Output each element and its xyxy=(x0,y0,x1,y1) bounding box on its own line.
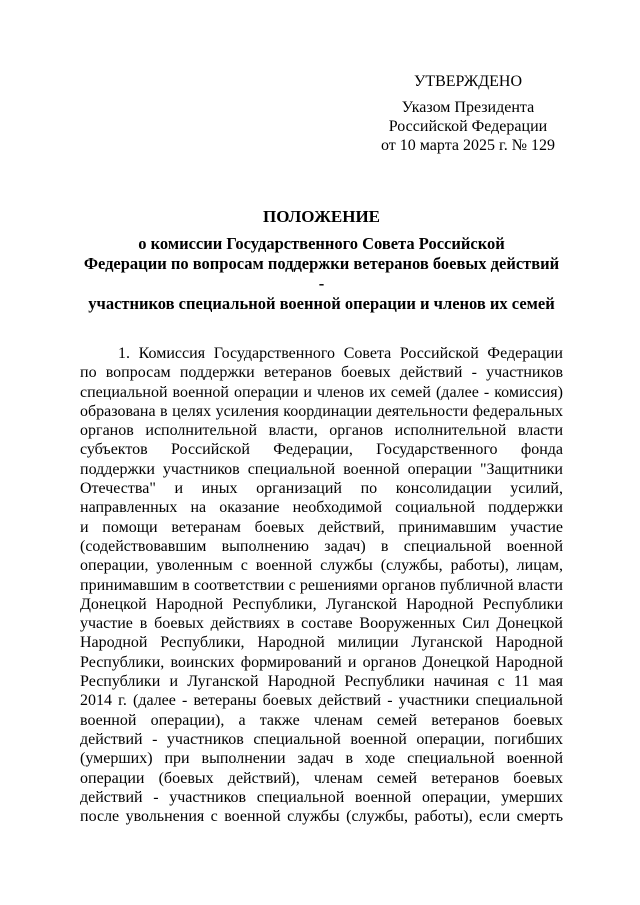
body-line: по вопросам поддержки ветеранов боевых действий - участников xyxy=(80,364,563,382)
body-line: операции (боевых действий), членам семей ветеранов боевых xyxy=(80,769,563,787)
body-line: действий - участников специальной военной операции, погибших xyxy=(80,730,563,748)
body-line: принимавшим в соответствии с решениями органов публичной власти xyxy=(80,576,563,594)
approval-source-lines xyxy=(373,98,563,155)
body-line: специальной военной операции и членов их семей (далее - комиссия) xyxy=(80,383,563,401)
body-line: 1. Комиссия Государственного Совета Российской Федерации xyxy=(118,345,563,362)
approval-stamp-label: УТВЕРЖДЕНО xyxy=(413,73,522,90)
body-line: Отечества" и иных организаций по консолидации усилий, xyxy=(80,480,563,498)
document-subtitle xyxy=(80,234,563,314)
subtitle-line: о комиссии Государственного Совета Российской xyxy=(138,234,505,253)
body-line: направленных на оказание необходимой социальной поддержки xyxy=(80,499,563,517)
body-line: Народной Республики, Народной милиции Луганской Народной xyxy=(80,634,563,652)
subtitle-line: участников специальной военной операции и членов их семей xyxy=(88,294,555,313)
body-line: после увольнения с военной службы (службы, работы), если смерть xyxy=(80,808,563,826)
body-line: (умерших) при выполнении задач в ходе специальной военной xyxy=(80,750,563,768)
body-line: военной операции), а также членам семей ветеранов боевых xyxy=(80,711,563,729)
body-line: образована в целях усиления координации деятельности федеральных xyxy=(80,402,563,420)
body-line: (содействовавшим выполнению задач) в специальной военной xyxy=(80,537,563,555)
body-line: Республики, воинских формирований и органов Донецкой Народной xyxy=(80,653,563,671)
approval-block xyxy=(373,72,563,155)
approval-line: от 10 марта 2025 г. № 129 xyxy=(381,137,555,154)
body-line: поддержки участников специальной военной операции "Защитники xyxy=(80,460,563,478)
subtitle-line: Федерации по вопросам поддержки ветеранов боевых действий - xyxy=(83,254,560,293)
approval-line: Российской Федерации xyxy=(388,118,548,135)
body-line: Донецкой Народной Республики, Луганской Народной Республики xyxy=(80,595,563,613)
body-line: 2014 г. (далее - ветераны боевых действий - участники специальной xyxy=(80,692,563,710)
body-line: действий - участников специальной военной операции, умерших xyxy=(80,788,563,806)
body-paragraph xyxy=(80,344,563,826)
body-line: участие в боевых действиях в составе Вооруженных Сил Донецкой xyxy=(80,615,563,633)
body-line: субъектов Российской Федерации, Государственного фонда xyxy=(80,441,563,459)
body-line: операции, уволенным с военной службы (службы, работы), лицам, xyxy=(80,557,563,575)
body-line: органов исполнительной власти, органов исполнительной власти xyxy=(80,422,563,440)
approval-line: Указом Президента xyxy=(401,99,535,116)
body-line: и помощи ветеранам боевых действий, принимавшим участие xyxy=(80,518,563,536)
body-line: Республики и Луганской Народной Республики начиная с 11 мая xyxy=(80,673,563,691)
document-title: ПОЛОЖЕНИЕ xyxy=(263,207,380,226)
